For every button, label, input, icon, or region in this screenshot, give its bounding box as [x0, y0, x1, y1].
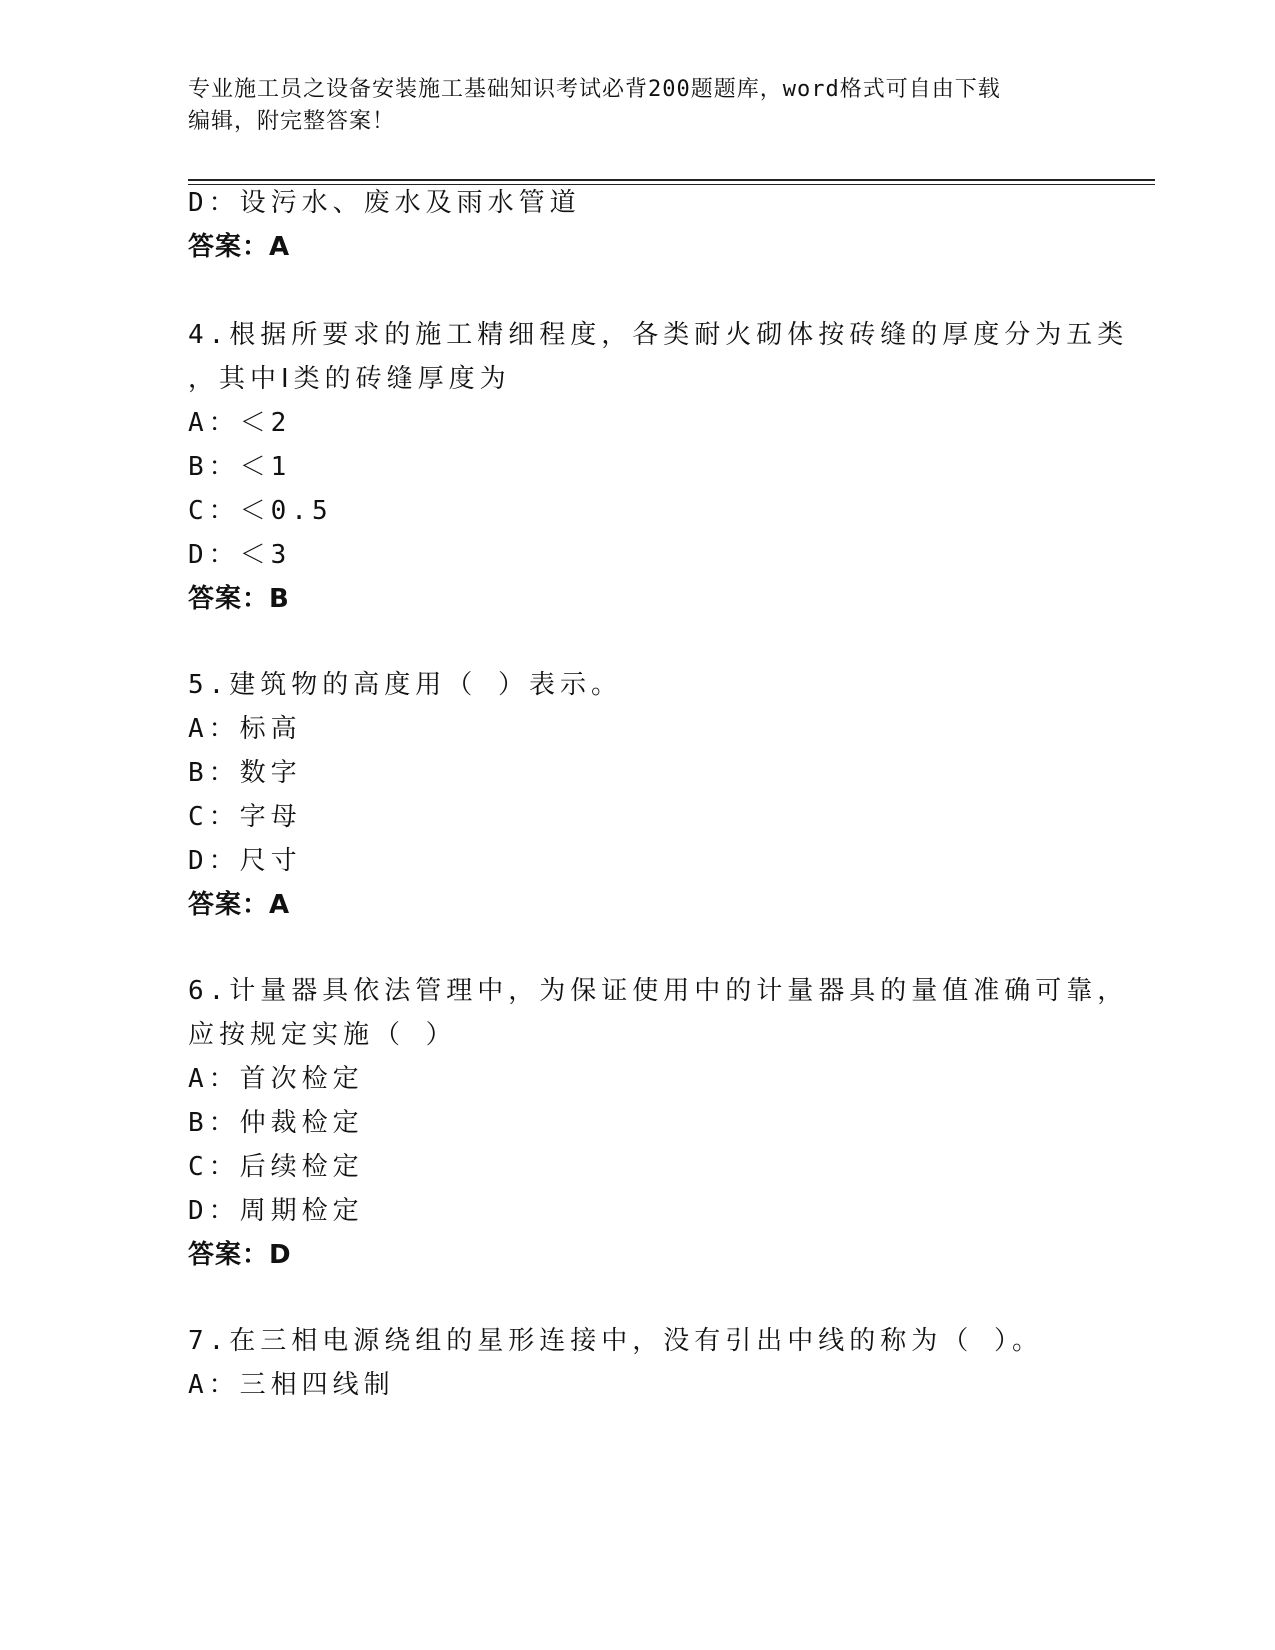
q7-option-a: A：三相四线制: [188, 1370, 395, 1400]
q4-option-d: D：＜3: [188, 540, 292, 570]
q5-option-c: C：字母: [188, 802, 302, 832]
q5-stem: 5.建筑物的高度用（ ）表示。: [188, 670, 622, 700]
q4-option-b: B：＜1: [188, 452, 292, 482]
q6-option-c: C：后续检定: [188, 1152, 364, 1182]
header-divider-thin: [188, 184, 1155, 185]
q6-option-a: A：首次检定: [188, 1064, 364, 1094]
q4-option-a: A：＜2: [188, 408, 292, 438]
header-title-line1: 专业施工员之设备安装施工基础知识考试必背200题题库，word格式可自由下载: [188, 77, 1001, 102]
header-divider-thick: [188, 179, 1155, 181]
q5-answer: 答案：A: [188, 890, 291, 920]
q6-option-b: B：仲裁检定: [188, 1108, 364, 1138]
q4-option-c: C：＜0.5: [188, 496, 333, 526]
q7-stem: 7.在三相电源绕组的星形连接中，没有引出中线的称为（ ）。: [188, 1326, 1043, 1356]
q4-stem-line1: 4.根据所要求的施工精细程度，各类耐火砌体按砖缝的厚度分为五类: [188, 320, 1129, 350]
q4-answer: 答案：B: [188, 584, 290, 614]
q6-stem-line2: 应按规定实施（ ）: [188, 1020, 457, 1050]
header-title-line2: 编辑，附完整答案！: [188, 109, 396, 134]
q3-option-d: D：设污水、废水及雨水管道: [188, 188, 581, 218]
q5-option-a: A：标高: [188, 714, 302, 744]
q6-stem-line1: 6.计量器具依法管理中，为保证使用中的计量器具的量值准确可靠，: [188, 976, 1129, 1006]
document-header: [188, 74, 1088, 138]
q5-option-d: D：尺寸: [188, 846, 302, 876]
q3-answer: 答案：A: [188, 232, 291, 262]
q6-option-d: D：周期检定: [188, 1196, 364, 1226]
q5-option-b: B：数字: [188, 758, 302, 788]
q6-answer: 答案：D: [188, 1240, 292, 1270]
q4-stem-line2: ，其中Ⅰ类的砖缝厚度为: [188, 364, 511, 394]
